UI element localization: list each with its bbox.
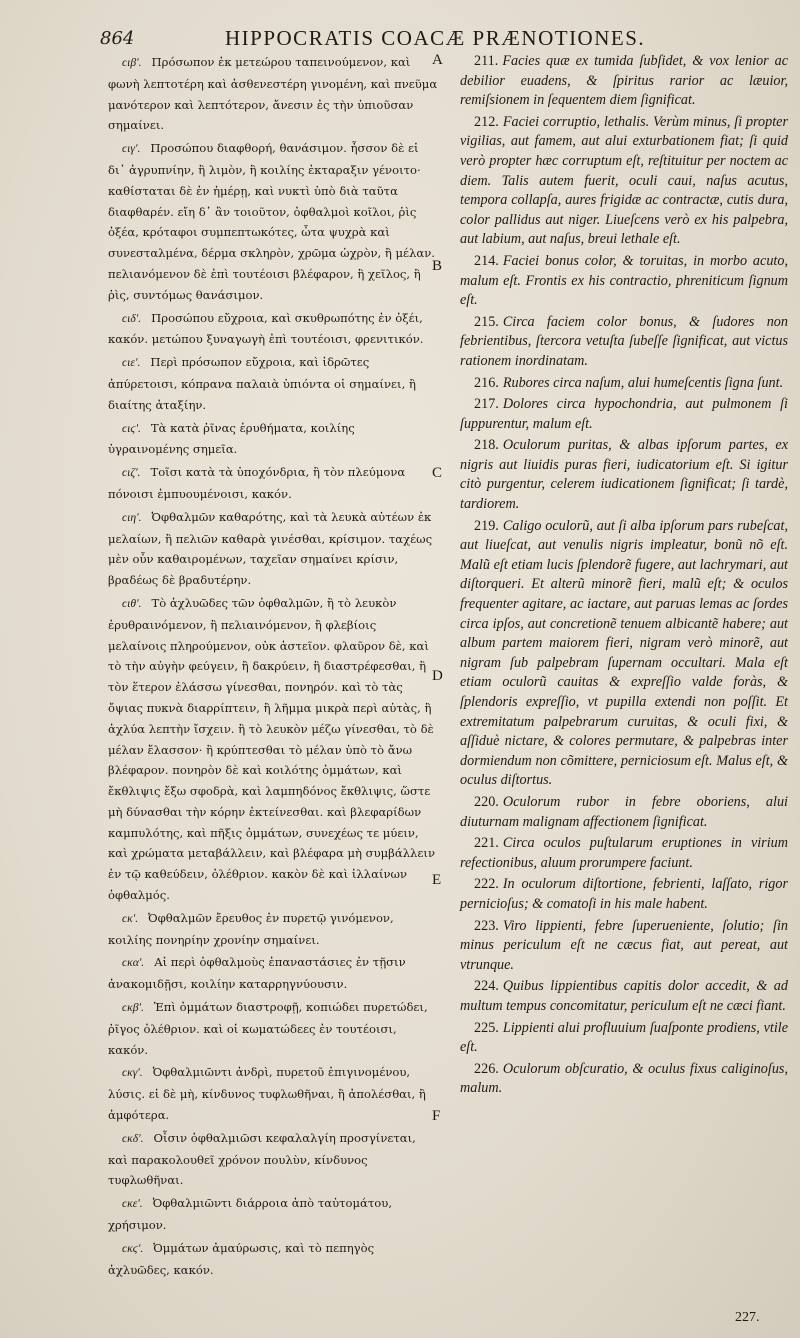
entry-number: ϲιεʹ. <box>122 356 141 370</box>
paragraph-entry <box>460 917 788 976</box>
entry-text: Ἐπὶ ὀμμάτων διαστροφῇ, κοπιώδει πυρετώδει, ῥῖγος ὀλέθριον. καὶ οἱ κωματώδεες ἐν τουτέοισι, κακόν. <box>108 1000 428 1057</box>
margin-letter-a: A <box>432 52 443 68</box>
entry-text: Facies quæ ex tumida ſubſidet, & vox lenior ac debilior euadens, & ſpiritus rarior ac læuior, remiſsionem in ſequentem diem ſignificat. <box>460 53 788 109</box>
paragraph-entry <box>460 875 788 914</box>
paragraph-entry <box>460 113 788 250</box>
paragraph-entry <box>108 1238 438 1281</box>
paragraph-entry <box>460 1019 788 1058</box>
entry-text: Προσώπου διαφθορή, θανάσιμον. ἦσσον δὲ εἰ δι᾽ ἀγρυπνίην, ἢ λιμὸν, ἢ κοιλίης ἐκταραξιν γένοιτο· καθίσταται δὲ ἐν ἡμέρῃ, καὶ νυκτὶ ὑπὸ διὰ ταῦτα διαφθαρέν. εἴη δ᾽ ἂν τοιοῦτον, ὀφθαλμοὶ κοῖλοι, ῥὶς ὀξέα, κρόταφοι συμπεπτωκότες, ὦτα ψυχρὰ καὶ συνεσταλμένα, δέρμα σκληρὸν, χρῶμα ὠχρὸν, ἢ μέλαν. πελιανόμενον δὲ ἐπὶ τουτέοισι βλέφαρον, ἢ χεῖλος, ἢ ῥὶς, συντόμως θανάσιμον. <box>108 141 435 302</box>
latin-text-column <box>460 52 788 1101</box>
entry-text: Dolores circa hypochondria, aut pulmonem ſi ſuppurentur, malum eſt. <box>460 396 788 432</box>
entry-text: Αἱ περὶ ὀφθαλμοὺς ἐπαναστάσιες ἐν τῇσιν ἀνακομιδῇσι, κοιλίην καταρρηγνύουσιν. <box>108 955 406 992</box>
entry-number: 218. <box>474 437 499 454</box>
entry-number: 222. <box>474 876 499 893</box>
page-header <box>100 22 700 52</box>
paragraph-entry <box>460 793 788 832</box>
entry-number: 224. <box>474 978 499 995</box>
entry-text: Προσώπου εὔχροια, καὶ σκυθρωπότης ἐν ὀξέι, κακόν. μετώπου ξυναγωγὴ ἐπὶ τουτέοισι, φρενιτικόν. <box>108 310 424 347</box>
entry-text: In oculorum diſtortione, febrienti, laſſato, rigor pernicioſus; & comatoſi in his male habent. <box>460 876 788 912</box>
paragraph-entry <box>460 395 788 434</box>
entry-text: Τοῖσι κατὰ τὰ ὑποχόνδρια, ἢ τὸν πλεύμονα πόνοισι ἐμπυουμένοισι, κακόν. <box>108 465 406 501</box>
paragraph-entry <box>460 977 788 1016</box>
running-title: HIPPOCRATIS COACÆ PRÆNOTIONES. <box>225 26 646 50</box>
entry-text: Ὀφθαλμιῶντι ἀνδρὶ, πυρετοῦ ἐπιγινομένου, λύσις. εἰ δὲ μὴ, κίνδυνος τυφλωθῆναι, ἢ ἀπολέσθαι, ἢ ἀμφότερα. <box>108 1065 426 1123</box>
entry-text: Faciei bonus color, & toruitas, in morbo acuto, malum eſt. Frontis ex his contractio, phreniticum ſignum eſt. <box>460 252 788 309</box>
paragraph-entry <box>460 52 788 111</box>
paragraph-entry <box>108 308 438 351</box>
catchword: 227. <box>735 1310 760 1325</box>
paragraph-entry <box>460 517 788 791</box>
margin-letter-f: F <box>432 1108 441 1124</box>
entry-number: ϲιθʹ. <box>122 596 142 610</box>
paragraph-entry <box>108 1128 438 1191</box>
entry-text: Oculorum rubor in febre oboriens, alui diuturnam malignam affectionem ſignificat. <box>460 793 788 830</box>
entry-number: ϲκδʹ. <box>122 1131 144 1145</box>
entry-number: 216. <box>474 374 499 391</box>
paragraph-entry <box>108 1062 441 1125</box>
paragraph-entry <box>108 908 438 951</box>
paragraph-entry <box>108 418 438 461</box>
entry-number: 226. <box>474 1060 499 1077</box>
entry-text: Ὀφθαλμῶν καθαρότης, καὶ τὰ λευκὰ αὐτέων ἐκ μελαίων, ἢ πελιῶν καθαρὰ γινέσθαι, κρίσιμον. ταχέως μὲν οὖν καθαιρομένων, ταχεῖαν σημαίνει κρίσιν, βραδέως δὲ βραδυτέρην. <box>108 509 433 588</box>
entry-text: Lippienti alui profluuium ſuaſponte prodiens, vtile eſt. <box>460 1019 788 1056</box>
entry-number: ϲιηʹ. <box>122 510 142 524</box>
entry-text: Oculorum puritas, & albas ipſorum partes, ex nigris aut liuidis puras fieri, iudicatorium eſt. Si igitur citò purgentur, celerem iudicationem ſignificat; ſi tardè, tardiorem. <box>460 437 788 513</box>
entry-number: ϲκαʹ. <box>122 956 145 970</box>
entry-number: ϲκβʹ. <box>122 1001 144 1015</box>
entry-text: Ὀφθαλμῶν ἔρευθος ἐν πυρετῷ γινόμενον, κοιλίης πονηρίην χρονίην σημαίνει. <box>108 910 394 947</box>
entry-text: Faciei corruptio, lethalis. Verùm minus, ſi propter vigilias, aut famem, aut alui exturbationem fiat; ſi quid verò propter hæc corruptum eſt, reſtituitur per noctem ac diem. Talis autem fuerit, oculi caui, naſus acutus, tempora collapſa, aures frigidæ ac contractæ, cutis dura, color pallidus aut niger. Liueſcens verò ex his palpebra, aut labium, aut naſus, breui lethale eſt. <box>460 113 788 248</box>
entry-text: Quibus lippientibus capitis dolor accedit, & ad multum tempus concomitatur, periculum eſt ne cæci fiant. <box>460 978 788 1014</box>
paragraph-entry <box>108 138 438 305</box>
paragraph-entry <box>108 997 438 1060</box>
entry-text: Τὰ κατὰ ῥῖνας ἐρυθήματα, κοιλίης ὑγραινομένης σημεῖα. <box>108 420 355 457</box>
entry-text: Circa oculos puſtularum eruptiones in virium refectionibus, aluum prorumpere faciunt. <box>460 835 788 871</box>
paragraph-entry <box>460 436 788 514</box>
entry-number: ϲκʹ. <box>122 911 139 925</box>
paragraph-entry <box>108 593 438 906</box>
entry-number: ϲιγʹ. <box>122 142 141 156</box>
margin-letter-d: D <box>432 668 443 684</box>
entry-text: Οἷσιν ὀφθαλμιῶσι κεφαλαλγίη προσγίνεται, καὶ παρακολουθεῖ χρόνον πουλὺν, κίνδυνος τυφλωθῆναι. <box>108 1130 416 1188</box>
entry-number: ϲκϛʹ. <box>122 1241 144 1255</box>
entry-number: ϲιζʹ. <box>122 466 141 480</box>
paragraph-entry <box>460 834 788 873</box>
paragraph-entry <box>108 1193 438 1236</box>
entry-number: 212. <box>474 113 499 130</box>
entry-text: Πρόσωπον ἐκ μετεώρου ταπεινούμενον, καὶ φωνὴ λεπτοτέρη καὶ ἀσθενεστέρη γινομένη, καὶ πνεῦμα μανότερον καὶ λεπτότερον, ἄνεσιν ἐς τὴν ὑπιοῦσαν σημαίνει. <box>108 55 438 133</box>
entry-text: Rubores circa naſum, alui humeſcentis ſigna ſunt. <box>502 374 784 391</box>
paragraph-entry <box>460 374 788 394</box>
entry-number: ϲκεʹ. <box>122 1197 143 1211</box>
entry-number: 217. <box>474 396 499 413</box>
entry-number: 215. <box>474 313 499 330</box>
entry-number: ϲιβʹ. <box>122 56 142 69</box>
paragraph-entry <box>108 507 438 591</box>
margin-letter-b: B <box>432 258 443 274</box>
entry-text: Ὀφθαλμιῶντι διάρροια ἀπὸ ταὐτομάτου, χρήσιμον. <box>108 1196 393 1233</box>
entry-number: ϲιδʹ. <box>122 311 142 325</box>
margin-letter-c: C <box>432 465 443 481</box>
entry-number: 220. <box>474 793 499 810</box>
entry-number: 219. <box>474 517 499 534</box>
entry-text: Oculorum obſcuratio, & oculus fixus caliginoſus, malum. <box>460 1060 788 1097</box>
paragraph-entry <box>460 252 788 311</box>
entry-number: 221. <box>474 835 499 852</box>
paragraph-entry <box>460 313 788 372</box>
paragraph-entry <box>108 52 438 136</box>
paragraph-entry <box>108 462 438 505</box>
entry-number: 225. <box>474 1019 499 1036</box>
entry-number: 223. <box>474 917 499 934</box>
entry-text: Ὀμμάτων ἀμαύρωσις, καὶ τὸ πεπηγὸς ἀχλυῶδες, κακόν. <box>108 1240 375 1277</box>
paragraph-entry <box>460 1060 788 1099</box>
margin-letter-e: E <box>432 872 442 888</box>
entry-text: Περὶ πρόσωπον εὔχροια, καὶ ἱδρῶτες ἀπύρετοισι, κόπρανα παλαιὰ ὑπιόντα οἱ σημαίνει, ἢ διαίτης ἀταξίην. <box>108 355 416 412</box>
page-number: 864 <box>100 28 135 49</box>
entry-number: ϲκγʹ. <box>122 1066 143 1080</box>
paragraph-entry <box>108 352 438 415</box>
entry-number: 214. <box>474 252 499 269</box>
greek-text-column <box>108 52 441 1282</box>
entry-text: Τὸ ἀχλυῶδες τῶν ὀφθαλμῶν, ἢ τὸ λευκὸν ἐρυθραινόμενον, ἢ πελιαινόμενον, ἢ φλεβίοις μελαίνοις πληρούμενον, οὐκ ἀστεῖον. φλαῦρον δὲ, καὶ τὸ τὴν αὐγὴν φεύγειν, ἢ δακρύειν, ἢ διαστρέφεσθαι, ἢ τὸν ἕτερον ἐλάσσω γίνεσθαι, πονηρόν. καὶ τὸ τὰς ὄψιας πυκνὰ διαρρίπτειν, ἢ λῆμμα μικρὰ περὶ αὐτὰς, ἢ ἀχλύα λεπτὴν ἴσχειν. ἢ τὸ λευκὸν μέζω γίνεσθαι, τὸ δὲ μέλαν ἔλασσον· ἢ κρύπτεσθαι τὸ μέλαν ὑπὸ τὸ ἄνω βλέφαρον. πονηρὸν δὲ καὶ κοιλότης ὀμμάτων, καὶ ἔκθλιψις ἔξω σφοδρὰ, καὶ λαμπηδόνος ἔκθλιψις, ὥστε μὴ δύνασθαι τὴν κόρην ἐκτείνεσθαι. καὶ βλεφαρίδων καμπυλότης, καὶ πῆξις ὀμμάτων, συνεχέως τε μύειν, καὶ χρώματα μεταβάλλειν, καὶ βλέφαρα μὴ συμβάλλειν ἐν τῷ καθεύδειν, ὀλέθριον. κακὸν δὲ καὶ ἰλλαίνων ὀφθαλμός. <box>108 595 436 903</box>
entry-text: Viro lippienti, febre ſuperueniente, ſolutio; ſin minus periculum eſt ne cæcus fiat, aut pereat, aut vtrunque. <box>460 917 788 973</box>
entry-number: 211. <box>474 53 499 69</box>
entry-text: Circa faciem color bonus, & ſudores non febrientibus, ſtercora vetuſta ſubeſſe ſignificat, aut victus rationem inordinatam. <box>460 313 788 369</box>
entry-number: ϲιϛʹ. <box>122 421 141 435</box>
paragraph-entry <box>108 952 438 995</box>
entry-text: Caligo oculorũ, aut ſi alba ipſorum pars rubeſcat, aut liueſcat, aut venulis nigris impleatur, bonũ nõ eſt. Malũ eſt etiam lucis ſplendorẽ fugere, aut lachrymari, aut diſtorqueri. Et alterũ minorẽ fieri, malũ eſt; & oculos frequenter agitare, ac iactare, aut paruas lemas ac ſordes circa ipſos, aut concretionẽ tenuem albicantẽ habere; aut album partem maiorem fieri, nigram verò minorẽ, aut nigram ſub palpebram ſupernam occultari. Mala eſt etiam oculorũ cauitas & expreſſio valde foràs, & ſplendoris expreſſio, vt pupilla extendi non poſſit. Et extremitatum palpebrarum curuitas, & oculi fixi, & aſſiduè nictare, & colores permutare, & palpebras inter dormiendum non cõmittere, perniciosum eſt. Malus eſt, & oculus diſtortus. <box>460 517 788 789</box>
